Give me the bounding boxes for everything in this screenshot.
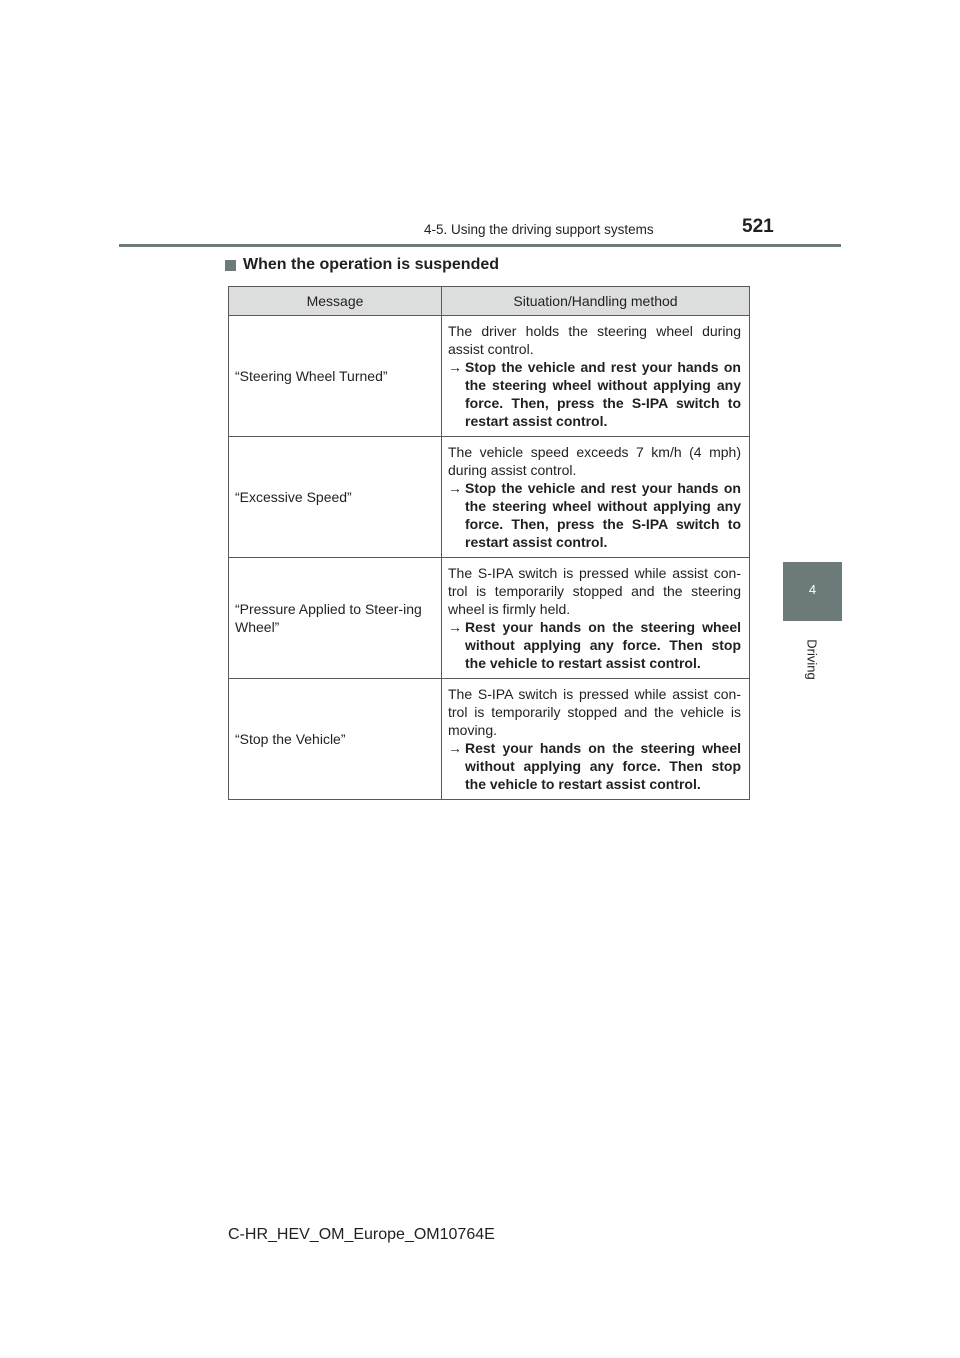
message-cell: “Excessive Speed” bbox=[229, 437, 442, 558]
document-id: C-HR_HEV_OM_Europe_OM10764E bbox=[228, 1226, 495, 1243]
handling-method bbox=[448, 618, 741, 672]
column-header-situation: Situation/Handling method bbox=[442, 287, 750, 316]
chapter-number: 4 bbox=[808, 582, 817, 597]
handling-method bbox=[448, 358, 741, 430]
arrow-right-icon: → bbox=[448, 480, 462, 496]
situation-text: The S-IPA switch is pressed while assist con-trol is temporarily stopped and the vehicle is moving. bbox=[448, 686, 741, 738]
message-cell: “Steering Wheel Turned” bbox=[229, 316, 442, 437]
handling-method bbox=[448, 739, 741, 793]
table-row bbox=[229, 316, 750, 437]
situation-text: The vehicle speed exceeds 7 km/h (4 mph) during assist control. bbox=[448, 444, 741, 478]
situation-text: The S-IPA switch is pressed while assist con-trol is temporarily stopped and the steering wheel is firmly held. bbox=[448, 565, 741, 617]
section-heading bbox=[225, 256, 499, 274]
situation-cell bbox=[442, 679, 750, 800]
arrow-right-icon: → bbox=[448, 619, 462, 635]
arrow-right-icon: → bbox=[448, 359, 462, 375]
column-header-message: Message bbox=[229, 287, 442, 316]
table-row bbox=[229, 437, 750, 558]
square-bullet-icon bbox=[225, 260, 236, 271]
situation-cell bbox=[442, 558, 750, 679]
table-header-row bbox=[229, 287, 750, 316]
message-cell: “Pressure Applied to Steer-ing Wheel” bbox=[229, 558, 442, 679]
situation-text: The driver holds the steering wheel during assist control. bbox=[448, 323, 741, 357]
arrow-right-icon: → bbox=[448, 740, 462, 756]
chapter-tab bbox=[783, 562, 842, 621]
header-divider bbox=[119, 244, 841, 247]
message-cell: “Stop the Vehicle” bbox=[229, 679, 442, 800]
handling-method bbox=[448, 479, 741, 551]
chapter-label: Driving bbox=[804, 639, 820, 680]
table-row bbox=[229, 679, 750, 800]
table-row bbox=[229, 558, 750, 679]
situation-cell bbox=[442, 437, 750, 558]
situation-cell bbox=[442, 316, 750, 437]
handling-method-text: Stop the vehicle and rest your hands on the steering wheel without applying any force. Then, press the S-IPA switch to restart assist control. bbox=[465, 359, 741, 429]
section-title: 4-5. Using the driving support systems bbox=[424, 222, 654, 237]
section-heading-text: When the operation is suspended bbox=[243, 256, 500, 273]
handling-method-text: Stop the vehicle and rest your hands on the steering wheel without applying any force. Then, press the S-IPA switch to restart assist control. bbox=[465, 480, 741, 550]
message-table bbox=[228, 286, 750, 800]
page-number: 521 bbox=[742, 216, 774, 237]
handling-method-text: Rest your hands on the steering wheel without applying any force. Then stop the vehicle to restart assist control. bbox=[465, 740, 741, 792]
handling-method-text: Rest your hands on the steering wheel without applying any force. Then stop the vehicle to restart assist control. bbox=[465, 619, 741, 671]
